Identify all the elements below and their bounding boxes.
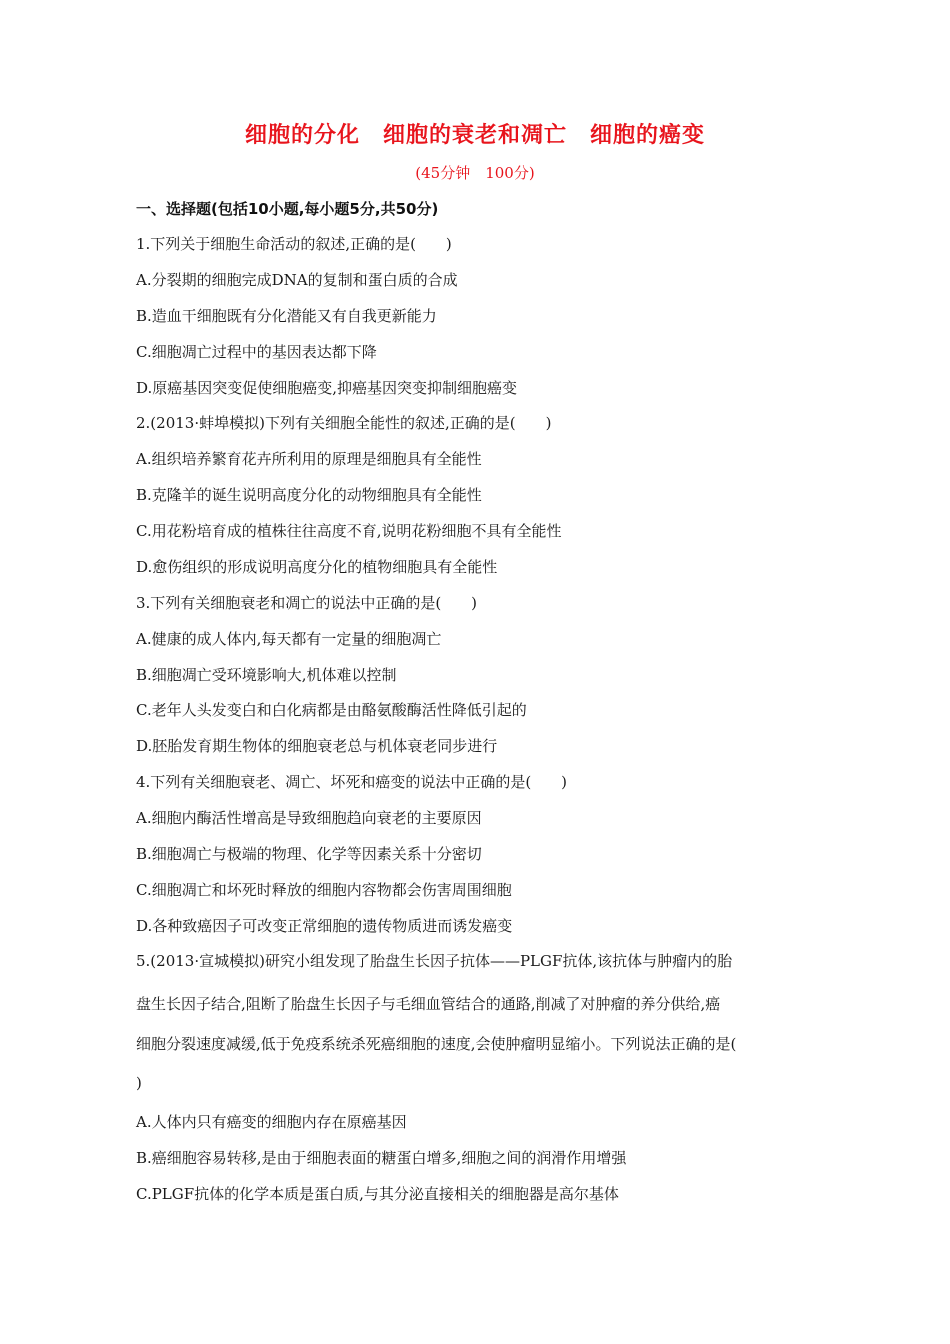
question-4-option-b: B.细胞凋亡与极端的物理、化学等因素关系十分密切 [136,845,482,863]
question-5-option-c: C.PLGF抗体的化学本质是蛋白质,与其分泌直接相关的细胞器是高尔基体 [136,1185,619,1203]
question-2-option-d: D.愈伤组织的形成说明高度分化的植物细胞具有全能性 [136,558,498,576]
question-3-option-c: C.老年人头发变白和白化病都是由酪氨酸酶活性降低引起的 [136,701,527,719]
question-1-option-b: B.造血干细胞既有分化潜能又有自我更新能力 [136,307,437,325]
question-4-option-a: A.细胞内酶活性增高是导致细胞趋向衰老的主要原因 [136,809,482,827]
question-2-option-a: A.组织培养繁育花卉所利用的原理是细胞具有全能性 [136,450,482,468]
question-5-stem-line-2: 盘生长因子结合,阻断了胎盘生长因子与毛细血管结合的通路,削减了对肿瘤的养分供给,癌 [136,995,721,1013]
question-5-option-b: B.癌细胞容易转移,是由于细胞表面的糖蛋白增多,细胞之间的润滑作用增强 [136,1149,627,1167]
section-heading: 一、选择题(包括10小题,每小题5分,共50分) [136,200,439,218]
question-2-option-c: C.用花粉培育成的植株往往高度不育,说明花粉细胞不具有全能性 [136,522,562,540]
question-3-stem: 3.下列有关细胞衰老和凋亡的说法中正确的是( ) [136,594,478,612]
question-4-option-c: C.细胞凋亡和坏死时释放的细胞内容物都会伤害周围细胞 [136,881,512,899]
question-1-stem: 1.下列关于细胞生命活动的叙述,正确的是( ) [136,235,452,253]
document-title: 细胞的分化 细胞的衰老和凋亡 细胞的癌变 [244,123,705,148]
question-2-option-b: B.克隆羊的诞生说明高度分化的动物细胞具有全能性 [136,486,482,504]
question-3-option-b: B.细胞凋亡受环境影响大,机体难以控制 [136,666,397,684]
question-5-stem-line-1: 5.(2013·宣城模拟)研究小组发现了胎盘生长因子抗体——PLGF抗体,该抗体与肿瘤内的胎 [136,952,733,970]
question-5-option-a: A.人体内只有癌变的细胞内存在原癌基因 [136,1113,407,1131]
question-3-option-a: A.健康的成人体内,每天都有一定量的细胞凋亡 [136,630,442,648]
question-1-option-a: A.分裂期的细胞完成DNA的复制和蛋白质的合成 [136,271,458,289]
question-1-option-d: D.原癌基因突变促使细胞癌变,抑癌基因突变抑制细胞癌变 [136,379,518,397]
question-2-stem: 2.(2013·蚌埠模拟)下列有关细胞全能性的叙述,正确的是( ) [136,414,552,432]
question-4-stem: 4.下列有关细胞衰老、凋亡、坏死和癌变的说法中正确的是( ) [136,773,568,791]
question-3-option-d: D.胚胎发育期生物体的细胞衰老总与机体衰老同步进行 [136,737,498,755]
question-5-stem-line-3: 细胞分裂速度减缓,低于免疫系统杀死癌细胞的速度,会使肿瘤明显缩小。下列说法正确的是( [136,1035,737,1053]
question-5-stem-line-4: ) [136,1074,142,1092]
question-4-option-d: D.各种致癌因子可改变正常细胞的遗传物质进而诱发癌变 [136,917,513,935]
question-1-option-c: C.细胞凋亡过程中的基因表达都下降 [136,343,377,361]
document-subtitle: (45分钟 100分) [415,164,535,182]
